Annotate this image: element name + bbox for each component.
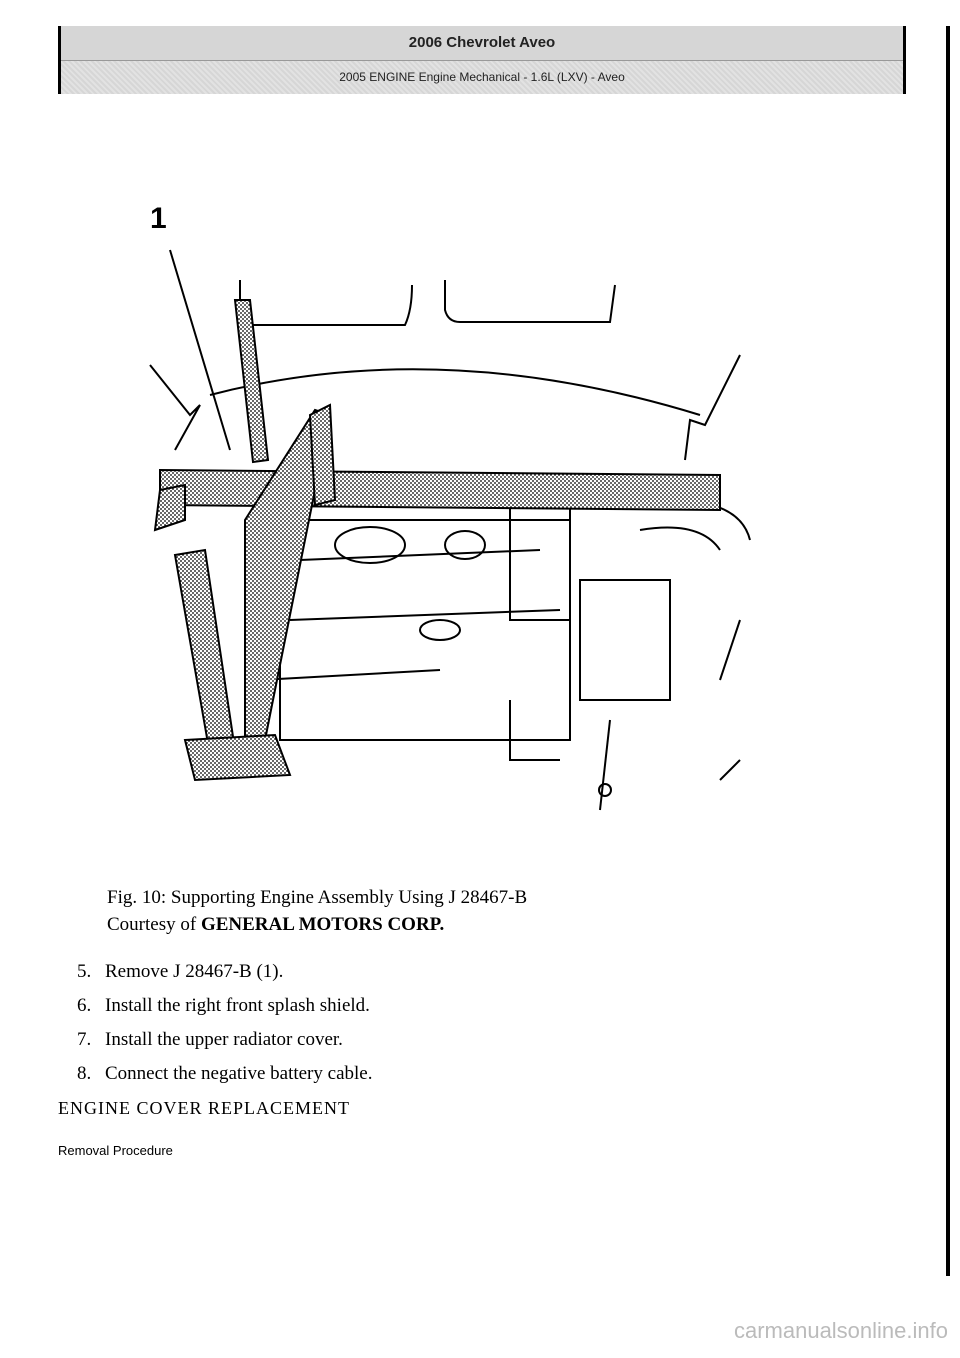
figure-caption [107, 884, 527, 938]
document-header [58, 26, 906, 94]
step-number: 5. [77, 961, 92, 982]
step-text: Remove J 28467-B (1). [105, 961, 284, 982]
list-item [77, 1026, 372, 1060]
engine-support-illustration [140, 200, 760, 820]
step-text: Connect the negative battery cable. [105, 1063, 373, 1084]
document-subtitle: 2005 ENGINE Engine Mechanical - 1.6L (LXV) - Aveo [61, 61, 903, 94]
caption-line2 [107, 911, 527, 938]
step-number: 8. [77, 1063, 92, 1084]
watermark: carmanualsonline.info [733, 1318, 948, 1343]
step-text: Install the upper radiator cover. [105, 1029, 343, 1050]
document-title: 2006 Chevrolet Aveo [61, 26, 903, 61]
procedure-steps [77, 958, 372, 1094]
caption-courtesy-prefix: Courtesy of [107, 914, 201, 935]
step-number: 6. [77, 995, 92, 1016]
step-text: Install the right front splash shield. [105, 995, 370, 1016]
list-item [77, 1060, 372, 1094]
section-heading: ENGINE COVER REPLACEMENT [58, 1098, 350, 1118]
list-item [77, 958, 372, 992]
caption-line1: Fig. 10: Supporting Engine Assembly Using J 28467-B [107, 887, 528, 908]
callout-label: 1 [150, 202, 167, 235]
caption-courtesy-source: GENERAL MOTORS CORP. [200, 914, 445, 935]
page-border-rule [946, 26, 950, 1276]
list-item [77, 992, 372, 1026]
step-number: 7. [77, 1029, 92, 1050]
procedure-subheading: Removal Procedure [58, 1143, 173, 1158]
